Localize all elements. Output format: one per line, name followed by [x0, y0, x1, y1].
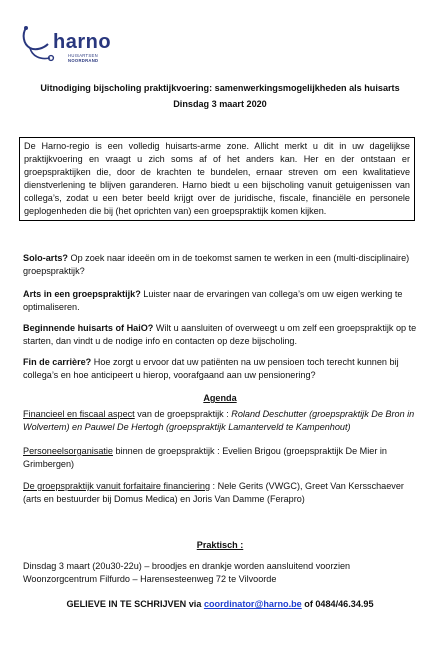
- agenda-topic: De groepspraktijk vanuit forfaitaire financiering: [23, 481, 211, 491]
- agenda-topic: Financieel en fiscaal aspect: [23, 409, 135, 419]
- audience-text: Op zoek naar ideeën om in de toekomst samen te werken in een (multi-disciplinaire) groepspraktijk?: [23, 253, 410, 276]
- agenda-speakers: Evelien Brigou (groepspraktijk De Mier in Grimbergen): [23, 446, 387, 469]
- audience-text: Luister naar de ervaringen van collega’s om uw eigen werking te optimaliseren.: [23, 289, 403, 312]
- document-title: Uitnodiging bijscholing praktijkvoering: samenwerkingsmogelijkheden als huisarts: [40, 83, 400, 93]
- audience-text: Wilt u aansluiten of overweegt u om zelf een groepspraktijk op te starten, dan vindt u de nodige info en contacten op deze bijscholing.: [23, 323, 417, 346]
- logo-subline-2: NOORDRAND: [68, 58, 99, 63]
- audience-lead: Solo-arts?: [23, 253, 68, 263]
- audience-paragraph: [23, 322, 418, 348]
- logo-wordmark: harno: [53, 31, 112, 53]
- harno-logo: [20, 24, 110, 70]
- agenda-item: [23, 480, 418, 506]
- agenda-item: [23, 408, 418, 434]
- audience-lead: Beginnende huisarts of HaiO?: [23, 323, 154, 333]
- signup-email-link[interactable]: coordinator@harno.be: [203, 599, 302, 609]
- agenda-topic: Personeelsorganisatie: [23, 446, 113, 456]
- agenda-heading: Agenda: [203, 393, 237, 403]
- audience-paragraph: [23, 252, 418, 278]
- practical-line-time: Dinsdag 3 maart (20u30-22u) – broodjes en drankje worden aansluitend voorzien: [23, 561, 351, 571]
- agenda-connector: :: [210, 481, 218, 491]
- audience-paragraph: [23, 356, 418, 382]
- audience-lead: Arts in een groepspraktijk?: [23, 289, 141, 299]
- practical-heading: Praktisch :: [196, 540, 244, 550]
- signup-phone: of 0484/46.34.95: [301, 599, 374, 609]
- audience-paragraph: [23, 288, 418, 314]
- event-date: Dinsdag 3 maart 2020: [173, 99, 267, 109]
- audience-text: Hoe zorgt u ervoor dat uw patiënten na uw pensioen toch terecht kunnen bij collega’s en hoe anticipeert u hierop, voorafgaand aan uw pensionering?: [23, 357, 399, 380]
- audience-lead: Fin de carrière?: [23, 357, 92, 367]
- agenda-speakers: Nele Gerits (VWGC), Greet Van Kersschaever (arts en bestuurder bij Domus Medica) en Joris Van Damme (Ferapro): [23, 481, 404, 504]
- practical-line-location: Woonzorgcentrum Filfurdo – Harensesteenweg 72 te Vilvoorde: [23, 573, 277, 584]
- agenda-speakers: Roland Deschutter (groepspraktijk De Bron in Wolvertem) en Pauwel De Hertogh (groepspraktijk Lamanterveld te Kampenhout): [23, 409, 415, 432]
- agenda-connector: binnen de groepspraktijk :: [112, 446, 223, 456]
- signup-line: [10, 598, 430, 611]
- logo-subline-1: HUISARTSEN: [68, 53, 98, 58]
- agenda-connector: van de groepspraktijk :: [134, 409, 232, 419]
- agenda-item: [23, 445, 418, 471]
- practical-info: [23, 560, 418, 586]
- signup-prefix: GELIEVE IN TE SCHRIJVEN via: [66, 599, 204, 609]
- intro-box: De Harno-regio is een volledig huisarts-arme zone. Allicht merkt u dit in uw dagelijkse praktijkvoering en vraagt u zich soms af of het anders kan. Her en der ontstaan er groepspraktijken die, door de krachten te bundelen, ernaar streven om een kwalitatieve dienstverlening te blijven garanderen. Harno biedt u een bijscholing vanuit getuigenissen van collega’s, zodat u een beter beeld krijgt over de juridische, fiscale, financiële en personele geplogenheden die bij (het oprichten van) een groepspraktijk komen kijken.: [19, 137, 415, 221]
